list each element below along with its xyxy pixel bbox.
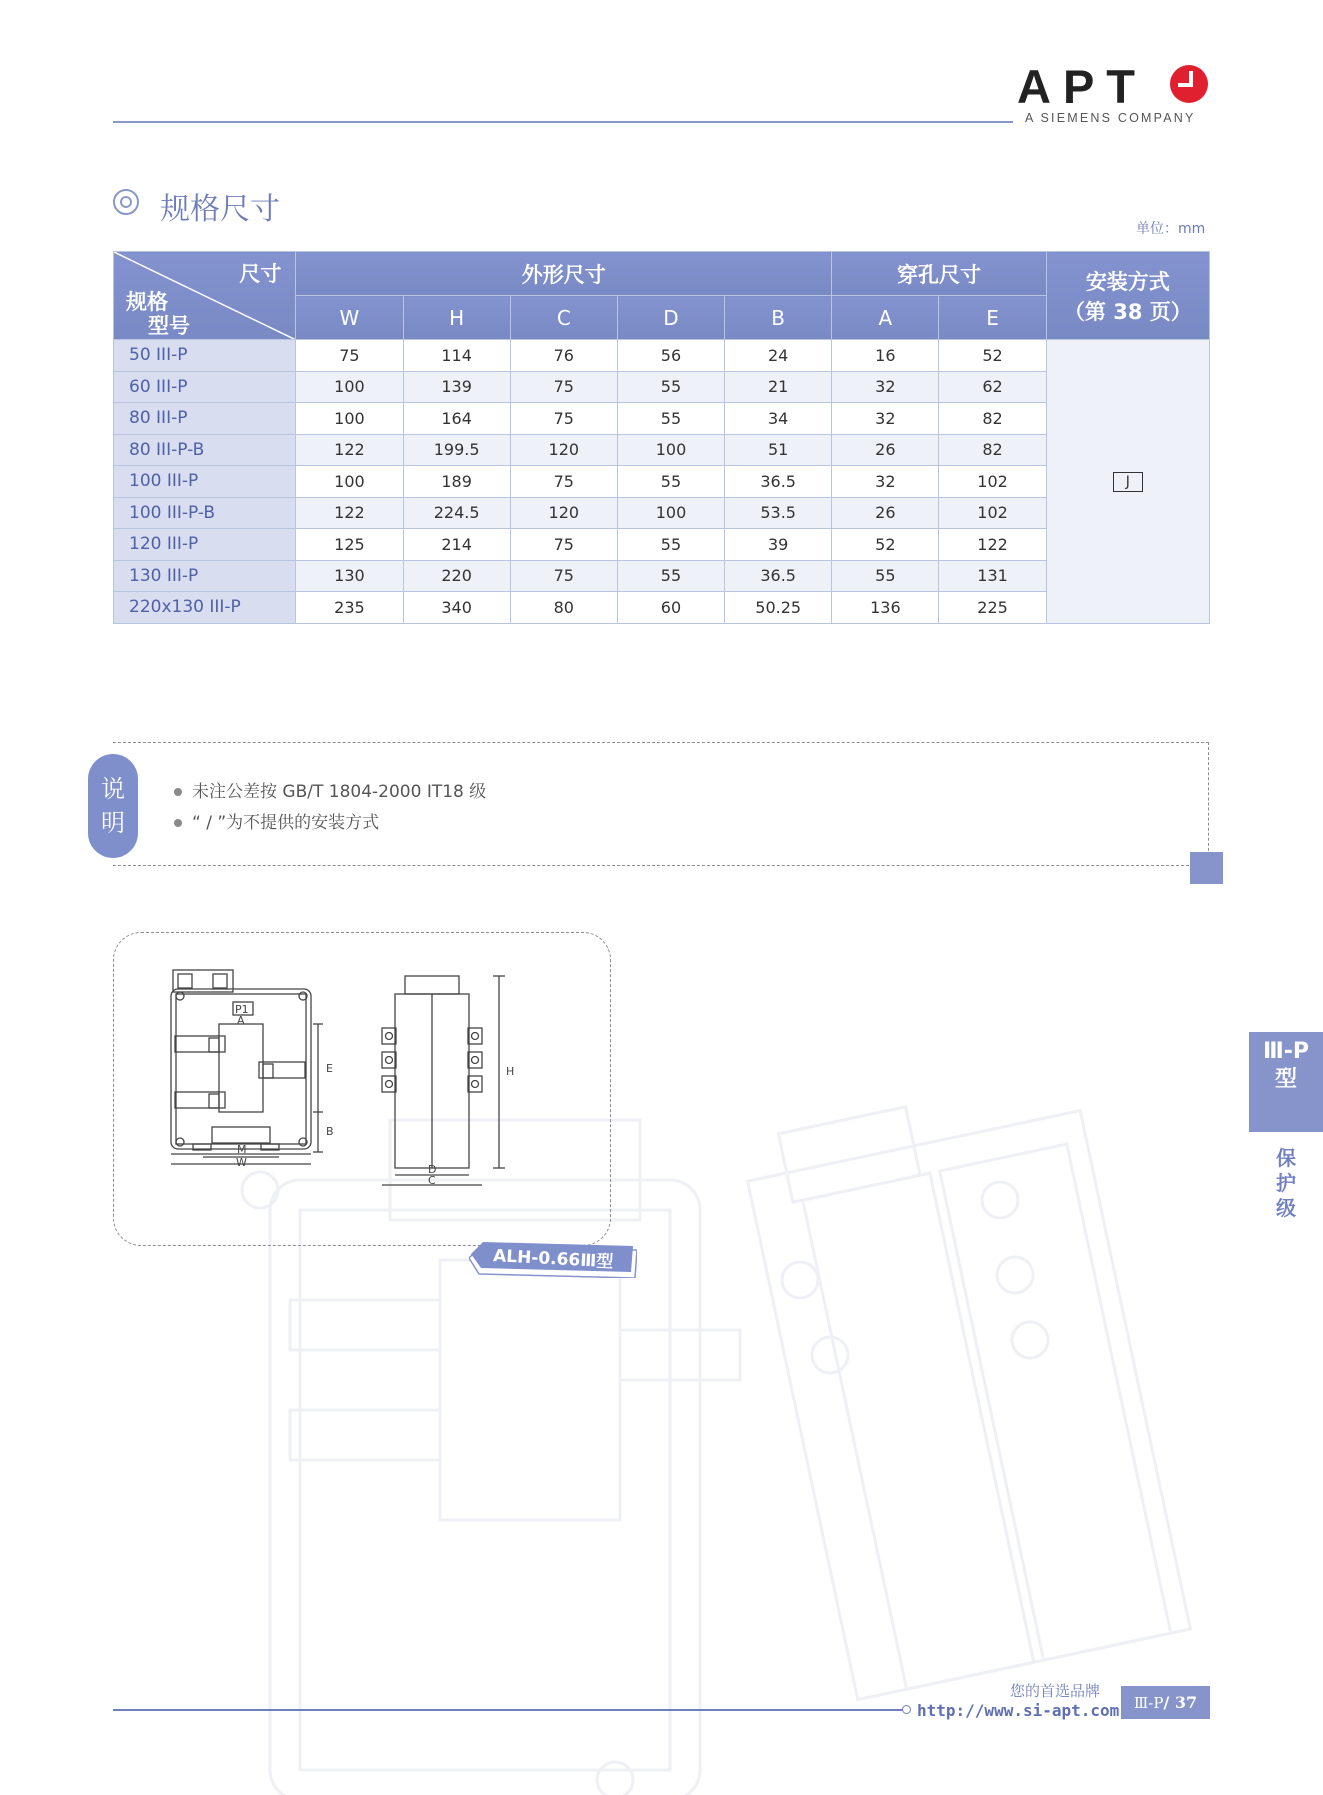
value-cell: 130 — [296, 560, 403, 592]
side-tab-line1: Ⅲ-P — [1262, 1039, 1310, 1064]
value-cell: 75 — [510, 466, 617, 498]
group-header-outline: 外形尺寸 — [296, 252, 832, 296]
group-header-hole: 穿孔尺寸 — [832, 252, 1046, 296]
col-header-e: E — [939, 296, 1046, 340]
col-header-d: D — [617, 296, 724, 340]
table-row — [114, 434, 1210, 466]
target-circle-icon — [113, 189, 139, 215]
value-cell: 16 — [832, 340, 939, 372]
model-cell: 130 III-P — [114, 560, 296, 592]
label-h: H — [506, 1065, 515, 1078]
brand-wordmark: APT — [1017, 60, 1147, 113]
footer-divider — [113, 1709, 903, 1711]
value-cell: 75 — [510, 560, 617, 592]
mount-type-box: J — [1113, 472, 1143, 492]
value-cell: 100 — [296, 371, 403, 403]
value-cell: 32 — [832, 466, 939, 498]
model-cell: 220x130 III-P — [114, 592, 296, 624]
corner-model-label-2: 型号 — [148, 314, 190, 338]
note-text: “ / ”为不提供的安装方式 — [192, 813, 380, 833]
model-tag-text: ALH-0.66Ⅲ型 — [492, 1246, 614, 1273]
value-cell: 122 — [296, 434, 403, 466]
notes-box — [113, 742, 1209, 866]
side-tab-line2: 型 — [1274, 1067, 1297, 1092]
label-d: D — [428, 1163, 437, 1176]
value-cell: 21 — [725, 371, 832, 403]
value-cell: 39 — [725, 529, 832, 561]
value-cell: 52 — [939, 340, 1046, 372]
col-header-h: H — [403, 296, 510, 340]
corner-size-label: 尺寸 — [239, 262, 282, 286]
col-header-w: W — [296, 296, 403, 340]
value-cell: 120 — [510, 497, 617, 529]
note-item — [174, 808, 379, 833]
value-cell: 36.5 — [725, 466, 832, 498]
value-cell: 55 — [617, 403, 724, 435]
table-row — [114, 560, 1210, 592]
model-cell: 100 III-P-B — [114, 497, 296, 529]
value-cell: 220 — [403, 560, 510, 592]
model-tag-badge — [469, 1240, 637, 1278]
value-cell: 114 — [403, 340, 510, 372]
value-cell: 122 — [296, 497, 403, 529]
value-cell: 32 — [832, 403, 939, 435]
value-cell: 24 — [725, 340, 832, 372]
notes-label-1: 说 — [101, 775, 125, 803]
page-section: Ⅲ-P — [1133, 1694, 1164, 1712]
model-cell: 60 III-P — [114, 371, 296, 403]
notes-label-2: 明 — [101, 809, 125, 837]
mount-header — [1046, 252, 1209, 340]
footer-url-link[interactable]: http://www.si-apt.com — [917, 1701, 1120, 1720]
value-cell: 100 — [617, 434, 724, 466]
value-cell: 26 — [832, 497, 939, 529]
side-category-tab — [1249, 1032, 1323, 1132]
value-cell: 100 — [296, 466, 403, 498]
label-a: A — [237, 1014, 245, 1027]
side-sub-3: 级 — [1276, 1196, 1296, 1220]
note-item — [174, 777, 486, 802]
value-cell: 131 — [939, 560, 1046, 592]
value-cell: 164 — [403, 403, 510, 435]
table-row — [114, 466, 1210, 498]
value-cell: 26 — [832, 434, 939, 466]
value-cell: 55 — [832, 560, 939, 592]
value-cell: 75 — [510, 529, 617, 561]
value-cell: 189 — [403, 466, 510, 498]
value-cell: 235 — [296, 592, 403, 624]
value-cell: 199.5 — [403, 434, 510, 466]
col-header-c: C — [510, 296, 617, 340]
table-corner-header — [114, 252, 296, 340]
footer-dot-icon — [902, 1705, 911, 1714]
value-cell: 53.5 — [725, 497, 832, 529]
value-cell: 120 — [510, 434, 617, 466]
value-cell: 102 — [939, 466, 1046, 498]
value-cell: 56 — [617, 340, 724, 372]
label-c: C — [428, 1174, 436, 1187]
label-e: E — [326, 1062, 333, 1075]
value-cell: 139 — [403, 371, 510, 403]
brand-logo-block — [1017, 58, 1210, 125]
mount-cell — [1046, 340, 1209, 624]
model-cell: 50 III-P — [114, 340, 296, 372]
value-cell: 50.25 — [725, 592, 832, 624]
value-cell: 34 — [725, 403, 832, 435]
value-cell: 55 — [617, 529, 724, 561]
header-divider — [113, 121, 1013, 123]
table-row — [114, 340, 1210, 372]
table-row — [114, 403, 1210, 435]
value-cell: 55 — [617, 466, 724, 498]
table-row — [114, 497, 1210, 529]
value-cell: 82 — [939, 434, 1046, 466]
front-view — [171, 970, 323, 1164]
value-cell: 75 — [510, 371, 617, 403]
model-cell: 80 III-P-B — [114, 434, 296, 466]
value-cell: 100 — [296, 403, 403, 435]
page-number: / 37 — [1163, 1693, 1198, 1712]
value-cell: 214 — [403, 529, 510, 561]
value-cell: 76 — [510, 340, 617, 372]
value-cell: 136 — [832, 592, 939, 624]
side-sub-1: 保 — [1276, 1146, 1296, 1170]
value-cell: 62 — [939, 371, 1046, 403]
label-b: B — [326, 1125, 334, 1138]
page-number-badge — [1121, 1686, 1210, 1719]
value-cell: 224.5 — [403, 497, 510, 529]
footer-slogan: 您的首选品牌 — [1010, 1682, 1101, 1700]
brand-clock-icon — [1170, 65, 1208, 103]
mount-header-line1: 安装方式 — [1085, 269, 1170, 294]
mount-header-line2: （第 38 页） — [1063, 299, 1192, 324]
value-cell: 75 — [510, 403, 617, 435]
label-w: W — [236, 1156, 247, 1169]
corner-model-label-1: 规格 — [126, 290, 168, 314]
side-subcategory — [1266, 1146, 1306, 1221]
model-cell: 80 III-P — [114, 403, 296, 435]
side-view — [382, 976, 505, 1185]
value-cell: 340 — [403, 592, 510, 624]
label-p1: P1 — [235, 1003, 249, 1016]
side-sub-2: 护 — [1276, 1171, 1296, 1195]
table-row — [114, 529, 1210, 561]
value-cell: 55 — [617, 560, 724, 592]
bullet-icon — [174, 788, 182, 796]
value-cell: 225 — [939, 592, 1046, 624]
value-cell: 122 — [939, 529, 1046, 561]
label-m: M — [237, 1143, 247, 1156]
value-cell: 80 — [510, 592, 617, 624]
value-cell: 60 — [617, 592, 724, 624]
note-text: 未注公差按 GB/T 1804-2000 IT18 级 — [192, 782, 487, 802]
bullet-icon — [174, 819, 182, 827]
value-cell: 32 — [832, 371, 939, 403]
dimension-drawing — [113, 932, 653, 1292]
value-cell: 125 — [296, 529, 403, 561]
table-row — [114, 592, 1210, 624]
value-cell: 51 — [725, 434, 832, 466]
brand-tagline: A SIEMENS COMPANY — [1025, 111, 1196, 125]
spec-table — [113, 251, 1210, 624]
accent-square — [1190, 852, 1223, 884]
col-header-b: B — [725, 296, 832, 340]
section-title: 规格尺寸 — [160, 192, 280, 227]
value-cell: 75 — [296, 340, 403, 372]
value-cell: 55 — [617, 371, 724, 403]
table-row — [114, 371, 1210, 403]
value-cell: 82 — [939, 403, 1046, 435]
notes-label-pill — [88, 754, 138, 858]
col-header-a: A — [832, 296, 939, 340]
unit-label: 单位：mm — [1136, 221, 1206, 237]
value-cell: 102 — [939, 497, 1046, 529]
value-cell: 52 — [832, 529, 939, 561]
model-cell: 100 III-P — [114, 466, 296, 498]
model-cell: 120 III-P — [114, 529, 296, 561]
value-cell: 100 — [617, 497, 724, 529]
value-cell: 36.5 — [725, 560, 832, 592]
